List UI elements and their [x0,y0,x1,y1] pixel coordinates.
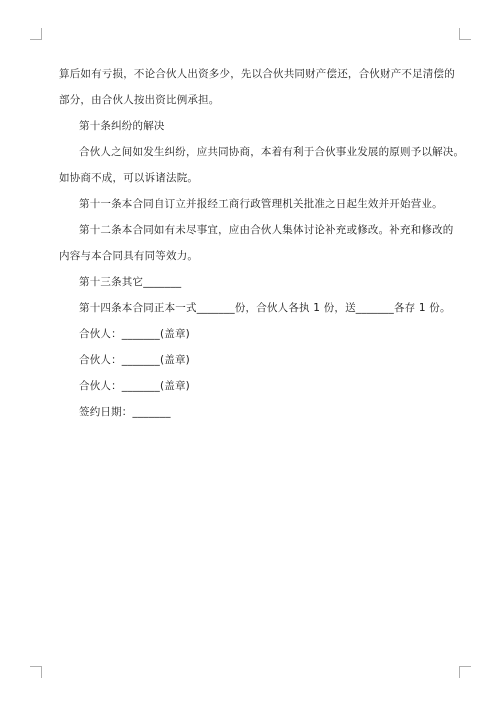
page-corner-bottom-right [459,666,471,678]
paragraph-line-9: 第十三条其它_______ [79,276,182,288]
page-corner-top-left [30,28,42,40]
paragraph-line-8: 内容与本合同具有同等效力。 [59,250,199,262]
section-heading: 第十条纠纷的解决 [79,120,165,132]
signature-line-1: 合伙人：_______(盖章) [79,328,190,340]
signature-line-3: 合伙人：_______(盖章) [79,380,190,392]
paragraph-line-10: 第十四条本合同正本一式_______份，合伙人各执 1 份，送_______各存 1 份。 [79,302,451,314]
paragraph-line-4: 合伙人之间如发生纠纷，应共同协商，本着有利于合伙事业发展的原则予以解决。 [79,146,465,158]
page-corner-bottom-left [30,666,42,678]
paragraph-line-6: 第十一条本合同自订立并报经工商行政管理机关批准之日起生效并开始营业。 [79,198,443,210]
page-corner-top-right [459,28,471,40]
paragraph-line-5: 如协商不成，可以诉诸法院。 [59,172,199,184]
paragraph-line-1: 算后如有亏损，不论合伙人出资多少，先以合伙共同财产偿还，合伙财产不足清偿的 [59,68,455,80]
signature-line-2: 合伙人：_______(盖章) [79,354,190,366]
paragraph-line-7: 第十二条本合同如有未尽事宜，应由合伙人集体讨论补充或修改。补充和修改的 [79,224,454,236]
signing-date-line: 签约日期：_______ [79,406,171,418]
paragraph-line-2: 部分，由合伙人按出资比例承担。 [59,94,220,106]
